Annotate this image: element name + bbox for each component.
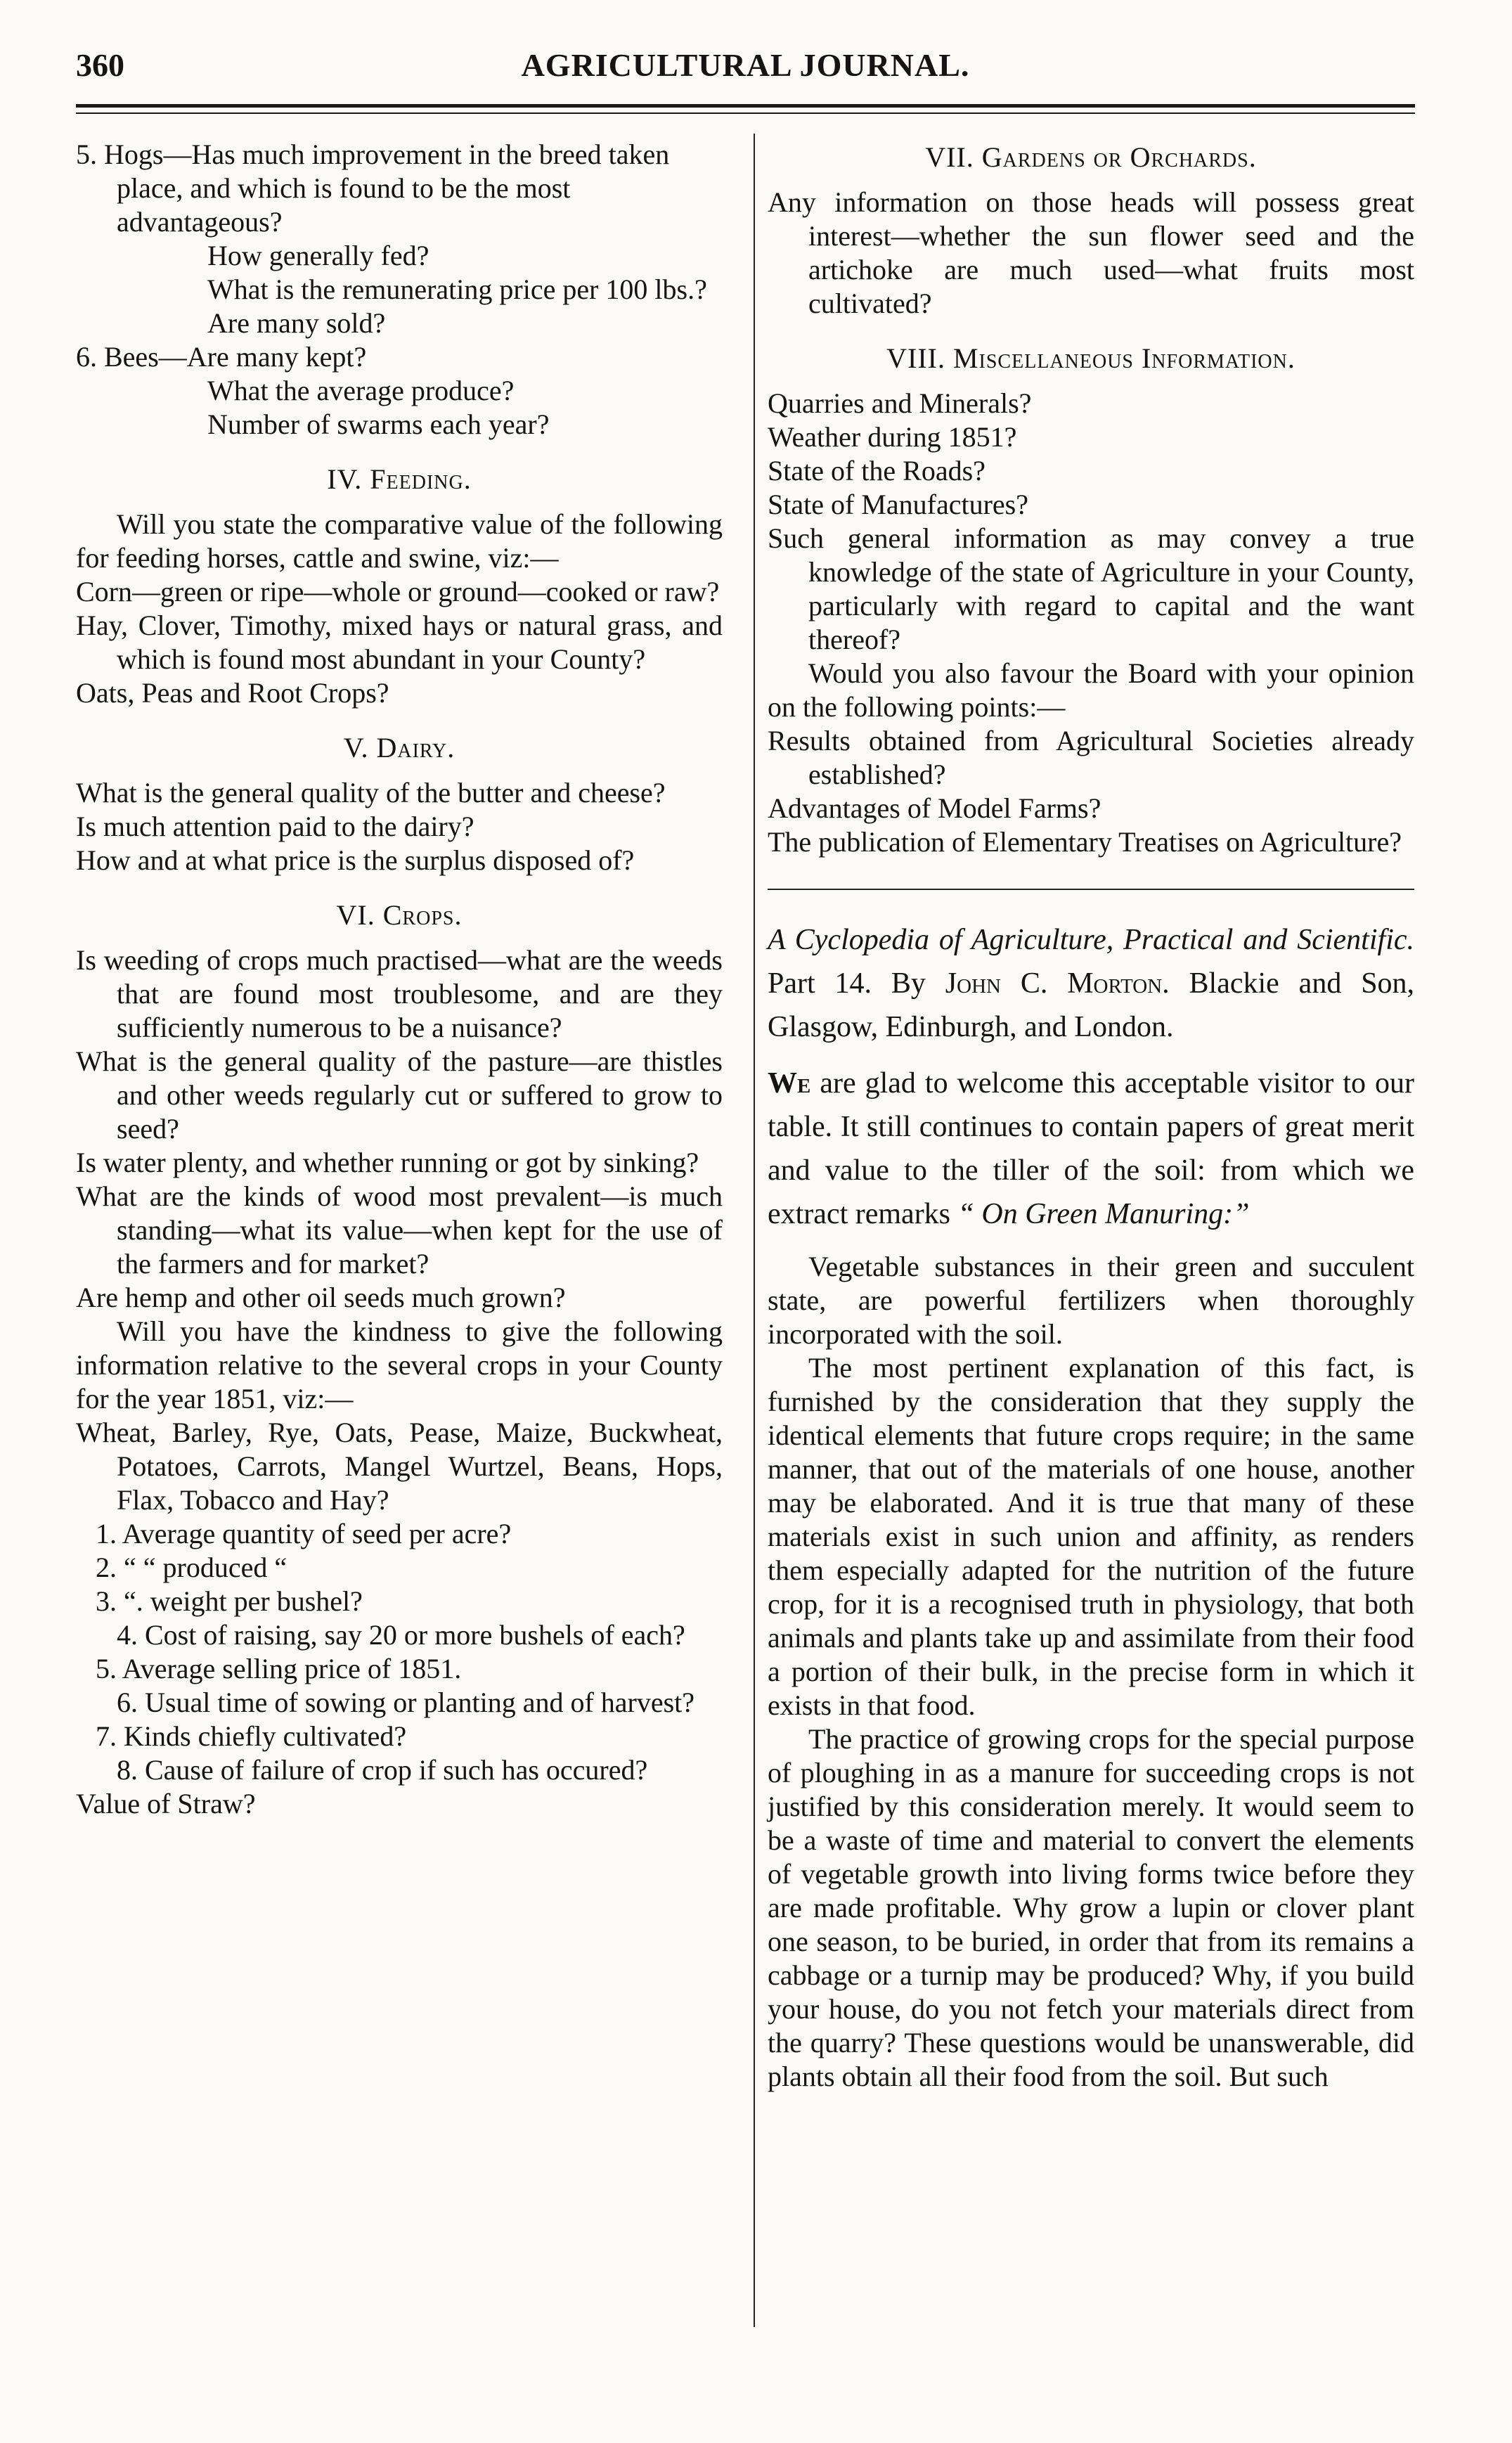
page-header xyxy=(76,41,1415,90)
article-quote: “ On Green Manuring:” xyxy=(957,1198,1250,1230)
section-separator xyxy=(768,889,1414,890)
review-author: John C. Morton. xyxy=(945,967,1170,1000)
crops-q5: 5. Average selling price of 1851. xyxy=(96,1653,462,1684)
crops-q2: 2. “ “ produced “ xyxy=(96,1552,287,1583)
page-number: 360 xyxy=(76,47,124,83)
section-heading-crops: VI. Crops. xyxy=(336,899,463,931)
section-heading-feeding: IV. Feeding. xyxy=(327,463,472,495)
crops-intro: Will you have the kindness to give the following information relative to the several crops in your County for the year 1851, viz:— xyxy=(76,1315,723,1414)
section-heading-gardens: VII. Gardens or Orchards. xyxy=(925,141,1257,173)
crops-item-weeding: Is weeding of crops much practised—what are the weeds that are found most troublesome, and are they sufficiently numerous to be a nuisance? xyxy=(76,944,723,1043)
feeding-item-oats: Oats, Peas and Root Crops? xyxy=(76,677,389,709)
misc-item-roads: State of the Roads? xyxy=(768,455,986,486)
crops-q3: 3. “. weight per bushel? xyxy=(96,1585,363,1617)
misc-point-treatises: The publication of Elementary Treatises on Agriculture? xyxy=(768,826,1402,858)
misc-intro: Would you also favour the Board with your opinion on the following points:— xyxy=(768,657,1414,723)
review-citation xyxy=(768,918,1414,1049)
bees-question: 6. Bees—Are many kept? xyxy=(76,341,367,373)
hogs-price: What is the remunerating price per 100 lbs.? xyxy=(207,273,707,305)
misc-item-weather: Weather during 1851? xyxy=(768,421,1017,453)
review-publisher: Blackie and Son, Glasgow, Edinburgh, and London. xyxy=(768,967,1415,1043)
crops-item-water: Is water plenty, and whether running or got by sinking? xyxy=(76,1147,699,1178)
hogs-feeding: How generally fed? xyxy=(207,240,429,271)
misc-item-manufactures: State of Manufactures? xyxy=(768,489,1028,520)
dairy-item-surplus: How and at what price is the surplus disposed of? xyxy=(76,844,635,876)
dairy-item-quality: What is the general quality of the butter and cheese? xyxy=(76,777,666,808)
left-column xyxy=(76,138,723,1821)
dairy-item-attention: Is much attention paid to the dairy? xyxy=(76,811,474,842)
bees-produce: What the average produce? xyxy=(207,375,515,406)
header-rule-thin xyxy=(76,112,1415,114)
section-heading-dairy: V. Dairy. xyxy=(343,732,455,763)
feeding-item-corn: Corn—green or ripe—whole or ground—cooked or raw? xyxy=(76,576,720,607)
article-lead-word: We xyxy=(768,1067,811,1100)
crops-item-pasture: What is the general quality of the pasture—are thistles and other weeds regularly cut or suffered to grow to seed? xyxy=(76,1045,723,1145)
review-part: Part 14. xyxy=(768,967,872,1000)
hogs-sold: Are many sold? xyxy=(207,307,386,339)
crops-q1: 1. Average quantity of seed per acre? xyxy=(96,1518,512,1549)
feeding-intro: Will you state the comparative value of the following for feeding horses, cattle and swine, viz:— xyxy=(76,508,723,574)
crops-item-wood: What are the kinds of wood most prevalent—is much standing—what its value—when kept for the use of the farmers and for market? xyxy=(76,1180,723,1279)
running-title: AGRICULTURAL JOURNAL. xyxy=(521,47,970,83)
crops-q4: 4. Cost of raising, say 20 or more bushels of each? xyxy=(117,1619,685,1651)
misc-item-general: Such general information as may convey a true knowledge of the state of Agriculture in your County, particularly with regard to capital and the want thereof? xyxy=(768,522,1414,655)
header-rule-thick xyxy=(76,104,1415,108)
article-paragraph-1: Vegetable substances in their green and succulent state, are powerful fertilizers when thoroughly incorporated with the soil. xyxy=(768,1251,1414,1350)
right-column xyxy=(768,138,1414,2094)
article-lead-text: are glad to welcome this acceptable visitor to our table. It still continues to contain papers of great merit and value to the tiller of the soil: from which we extract remarks xyxy=(768,1067,1414,1230)
crops-list: Wheat, Barley, Rye, Oats, Pease, Maize, Buckwheat, Potatoes, Carrots, Mangel Wurtzel, Beans, Hops, Flax, Tobacco and Hay? xyxy=(76,1417,723,1516)
review-by: By xyxy=(891,967,926,1000)
article-paragraph-3: The practice of growing crops for the special purpose of ploughing in as a manure for succeeding crops is not justified by this consideration merely. It would seem to be a waste of time and material to convert the elements of vegetable growth into living forms twice before they are made profitable. Why grow a lupin or clover plant one season, to be buried, in order that from its remains a cabbage or a turnip may be produced? Why, if you build your house, do you not fetch your materials direct from the quarry? These questions would be unanswerable, did plants obtain all their food from the soil. But such xyxy=(768,1723,1414,2092)
misc-point-societies: Results obtained from Agricultural Societies already established? xyxy=(768,725,1414,790)
hogs-question: 5. Hogs—Has much improvement in the breed taken place, and which is found to be the most advantageous? xyxy=(76,138,670,238)
gardens-text: Any information on those heads will possess great interest—whether the sun flower seed and the artichoke are much used—what fruits most cultivated? xyxy=(768,186,1414,319)
article-lead-paragraph xyxy=(768,1062,1414,1236)
crops-straw: Value of Straw? xyxy=(76,1788,256,1819)
misc-point-model-farms: Advantages of Model Farms? xyxy=(768,792,1101,824)
misc-item-quarries: Quarries and Minerals? xyxy=(768,387,1032,419)
crops-q6: 6. Usual time of sowing or planting and of harvest? xyxy=(117,1687,695,1718)
feeding-item-hay: Hay, Clover, Timothy, mixed hays or natural grass, and which is found most abundant in your County? xyxy=(76,610,723,675)
article-paragraph-2: The most pertinent explanation of this fact, is furnished by the consideration that they supply the identical elements that future crops require; in the same manner, that out of the materials of one house, another may be elaborated. And it is true that many of these materials exist in such union and affinity, as renders them especially adapted for the nutrition of the future crop, for it is a recognised truth in physiology, that both animals and plants take up and assimilate from their food a portion of their bulk, in the precise form in which it exists in that food. xyxy=(768,1352,1414,1721)
column-divider xyxy=(754,134,755,2327)
crops-q8: 8. Cause of failure of crop if such has occured? xyxy=(117,1754,648,1786)
review-book-title: A Cyclopedia of Agriculture, Practical and Scientific. xyxy=(768,924,1414,956)
bees-swarms: Number of swarms each year? xyxy=(207,408,550,440)
crops-item-hemp: Are hemp and other oil seeds much grown? xyxy=(76,1282,566,1313)
crops-q7: 7. Kinds chiefly cultivated? xyxy=(96,1720,407,1752)
section-heading-misc: VIII. Miscellaneous Information. xyxy=(886,342,1295,374)
